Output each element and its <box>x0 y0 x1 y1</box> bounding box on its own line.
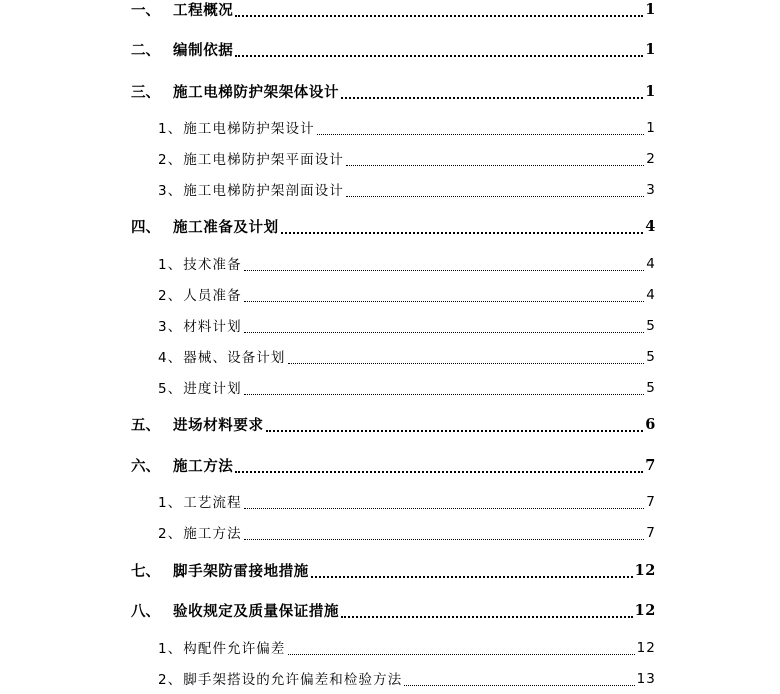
toc-entry-number: 1、 <box>158 495 183 511</box>
toc-entry-heading <box>131 0 234 20</box>
toc-entry-heading <box>131 415 265 435</box>
toc-entry-heading <box>158 523 243 543</box>
toc-entry-heading <box>131 456 234 476</box>
toc-entry[interactable] <box>0 0 780 20</box>
toc-leader-dots <box>235 55 643 57</box>
toc-entry-heading <box>131 601 340 621</box>
toc-entry-number: 2、 <box>158 288 183 304</box>
toc-entry[interactable] <box>0 638 780 658</box>
toc-entry-heading <box>158 378 243 398</box>
toc-entry[interactable] <box>0 40 780 60</box>
toc-entry[interactable] <box>0 456 780 476</box>
toc-page-number: 4 <box>646 256 656 272</box>
toc-entry-title: 验收规定及质量保证措施 <box>173 603 340 620</box>
toc-entry[interactable] <box>0 378 780 398</box>
toc-page-number: 1 <box>645 41 656 58</box>
toc-leader-dots <box>288 654 635 655</box>
toc-entry-number: 2、 <box>158 526 183 542</box>
toc-leader-dots <box>346 196 644 197</box>
toc-entry[interactable] <box>0 669 780 689</box>
toc-leader-dots <box>341 616 633 618</box>
toc-entry-title: 工艺流程 <box>183 495 242 511</box>
toc-entry[interactable] <box>0 118 780 138</box>
toc-entry-number: 1、 <box>158 121 183 137</box>
toc-entry-number: 3、 <box>158 183 183 199</box>
toc-entry-number: 四、 <box>131 219 160 236</box>
toc-leader-dots <box>235 15 643 17</box>
toc-entry-title: 施工电梯防护架设计 <box>183 121 315 137</box>
toc-page-number: 1 <box>645 83 656 100</box>
toc-entry-number: 七、 <box>131 563 160 580</box>
toc-entry-heading <box>158 669 403 689</box>
toc-leader-dots <box>235 471 643 473</box>
toc-page-number: 5 <box>646 380 656 396</box>
toc-entry-heading <box>158 118 316 138</box>
toc-entry-title: 脚手架搭设的允许偏差和检验方法 <box>183 672 403 688</box>
toc-page-number: 4 <box>645 218 656 235</box>
toc-entry-title: 施工准备及计划 <box>173 219 279 236</box>
toc-entry-number: 六、 <box>131 458 160 475</box>
toc-leader-dots <box>288 363 645 364</box>
toc-entry[interactable] <box>0 149 780 169</box>
toc-entry-title: 人员准备 <box>183 288 242 304</box>
toc-entry-title: 脚手架防雷接地措施 <box>173 563 309 580</box>
toc-entry-title: 进场材料要求 <box>173 417 264 434</box>
toc-leader-dots <box>341 97 643 99</box>
toc-entry[interactable] <box>0 254 780 274</box>
toc-page-number: 13 <box>636 671 656 687</box>
toc-page-number: 12 <box>634 562 656 579</box>
toc-entry-number: 2、 <box>158 672 183 688</box>
toc-leader-dots <box>281 232 644 234</box>
toc-entry[interactable] <box>0 217 780 237</box>
toc-entry-number: 3、 <box>158 319 183 335</box>
toc-entry-title: 器械、设备计划 <box>183 350 286 366</box>
toc-entry-number: 1、 <box>158 257 183 273</box>
toc-entry[interactable] <box>0 561 780 581</box>
toc-page-number: 5 <box>646 349 656 365</box>
toc-entry-number: 五、 <box>131 417 160 434</box>
toc-page-number: 1 <box>646 120 656 136</box>
toc-entry[interactable] <box>0 601 780 621</box>
toc-entry-number: 二、 <box>131 42 160 59</box>
toc-leader-dots <box>317 134 645 135</box>
toc-leader-dots <box>311 576 633 578</box>
toc-leader-dots <box>244 301 645 302</box>
toc-page-number: 12 <box>636 640 656 656</box>
toc-entry-heading <box>158 180 345 200</box>
toc-entry-title: 构配件允许偏差 <box>183 641 286 657</box>
toc-entry-heading <box>131 217 280 237</box>
toc-entry-heading <box>158 149 345 169</box>
toc-entry-heading <box>158 347 287 367</box>
toc-leader-dots <box>404 685 634 686</box>
toc-entry-heading <box>131 82 340 102</box>
toc-leader-dots <box>244 394 645 395</box>
toc-page-number: 12 <box>634 602 656 619</box>
toc-leader-dots <box>244 332 645 333</box>
toc-entry-title: 编制依据 <box>173 42 234 59</box>
toc-entry-title: 施工电梯防护架平面设计 <box>183 152 344 168</box>
toc-entry[interactable] <box>0 347 780 367</box>
toc-entry-number: 5、 <box>158 381 183 397</box>
toc-entry-number: 一、 <box>131 2 160 19</box>
toc-entry[interactable] <box>0 285 780 305</box>
toc-entry-heading <box>158 254 243 274</box>
toc-entry-number: 1、 <box>158 641 183 657</box>
toc-page-number: 4 <box>646 287 656 303</box>
toc-leader-dots <box>244 270 645 271</box>
toc-entry-heading <box>158 492 243 512</box>
toc-entry-heading <box>131 561 310 581</box>
toc-entry-number: 八、 <box>131 603 160 620</box>
toc-page-number: 7 <box>646 525 656 541</box>
toc-entry-heading <box>158 316 243 336</box>
toc-entry-title: 施工电梯防护架剖面设计 <box>183 183 344 199</box>
toc-page-number: 6 <box>645 416 656 433</box>
toc-entry-heading <box>158 285 243 305</box>
toc-leader-dots <box>244 539 645 540</box>
toc-entry-title: 进度计划 <box>183 381 242 397</box>
toc-entry-heading <box>131 40 234 60</box>
toc-entry-title: 施工方法 <box>183 526 242 542</box>
toc-entry[interactable] <box>0 82 780 102</box>
toc-leader-dots <box>346 165 644 166</box>
toc-entry[interactable] <box>0 316 780 336</box>
toc-page-number: 5 <box>646 318 656 334</box>
toc-entry-number: 4、 <box>158 350 183 366</box>
toc-page-number: 7 <box>646 494 656 510</box>
toc-entry[interactable] <box>0 523 780 543</box>
toc-entry[interactable] <box>0 415 780 435</box>
toc-leader-dots <box>266 430 644 432</box>
toc-entry[interactable] <box>0 180 780 200</box>
toc-leader-dots <box>244 508 645 509</box>
toc-entry-title: 材料计划 <box>183 319 242 335</box>
toc-entry-number: 2、 <box>158 152 183 168</box>
toc-page-number: 2 <box>646 151 656 167</box>
toc-page-number: 1 <box>645 1 656 18</box>
toc-entry[interactable] <box>0 492 780 512</box>
toc-entry-title: 施工电梯防护架架体设计 <box>173 84 340 101</box>
toc-page-number: 7 <box>645 457 656 474</box>
toc-entry-number: 三、 <box>131 84 160 101</box>
toc-entry-heading <box>158 638 287 658</box>
toc-entry-title: 工程概况 <box>173 2 234 19</box>
toc-page-number: 3 <box>646 182 656 198</box>
toc-entry-title: 技术准备 <box>183 257 242 273</box>
toc-entry-title: 施工方法 <box>173 458 234 475</box>
